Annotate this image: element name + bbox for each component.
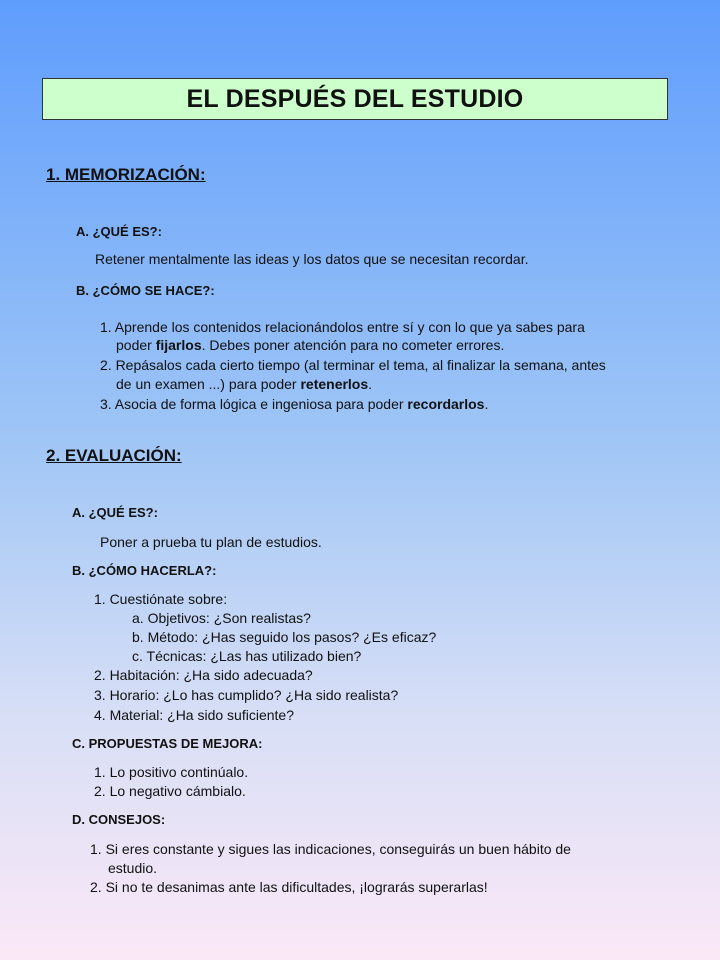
s2-what-text: Poner a prueba tu plan de estudios. [100, 534, 322, 550]
s2-how-item-1b: b. Método: ¿Has seguido los pasos? ¿Es eficaz? [132, 629, 437, 645]
s2-improve-item-1: 1. Lo positivo continúalo. [94, 764, 249, 780]
s2-tips-item-1-line-2: estudio. [108, 860, 158, 876]
s2-how-item-1c: c. Técnicas: ¿Las has utilizado bien? [132, 648, 362, 664]
s2-how-item-1: 1. Cuestiónate sobre: [94, 591, 228, 607]
s1-item-1-line-2: poder fijarlos. Debes poner atención para no cometer errores. [116, 337, 505, 353]
s2-improve-label: C. PROPUESTAS DE MEJORA: [72, 736, 263, 751]
s2-tips-label: D. CONSEJOS: [72, 812, 166, 827]
s2-how-item-3: 3. Horario: ¿Lo has cumplido? ¿Ha sido realista? [94, 687, 399, 703]
s2-how-item-4: 4. Material: ¿Ha sido suficiente? [94, 707, 294, 723]
s1-item-3: 3. Asocia de forma lógica e ingeniosa para poder recordarlos. [100, 396, 489, 412]
s2-how-item-1a: a. Objetivos: ¿Son realistas? [132, 610, 311, 626]
s1-item-2-line-2: de un examen ...) para poder retenerlos. [116, 376, 373, 392]
s1-what-label: A. ¿QUÉ ES?: [76, 224, 162, 239]
section-heading-evaluacion: 2. EVALUACIÓN: [46, 446, 182, 465]
s2-improve-item-2: 2. Lo negativo cámbialo. [94, 783, 246, 799]
s2-what-label: A. ¿QUÉ ES?: [72, 505, 158, 520]
s2-how-label: B. ¿CÓMO HACERLA?: [72, 563, 217, 578]
s2-tips-item-1-line-1: 1. Si eres constante y sigues las indicaciones, conseguirás un buen hábito de [90, 841, 571, 857]
s1-item-2-line-1: 2. Repásalos cada cierto tiempo (al terminar el tema, al finalizar la semana, antes [100, 357, 606, 373]
s2-how-item-2: 2. Habitación: ¿Ha sido adecuada? [94, 667, 313, 683]
page-title: EL DESPUÉS DEL ESTUDIO [186, 84, 524, 113]
s1-how-label: B. ¿CÓMO SE HACE?: [76, 283, 215, 298]
page-title-box [42, 78, 668, 120]
section-heading-memorizacion: 1. MEMORIZACIÓN: [46, 165, 206, 184]
s1-item-1-line-1: 1. Aprende los contenidos relacionándolos entre sí y con lo que ya sabes para [100, 319, 585, 335]
s2-tips-item-2: 2. Si no te desanimas ante las dificultades, ¡lograrás superarlas! [90, 879, 488, 895]
s1-what-text: Retener mentalmente las ideas y los datos que se necesitan recordar. [95, 251, 529, 267]
